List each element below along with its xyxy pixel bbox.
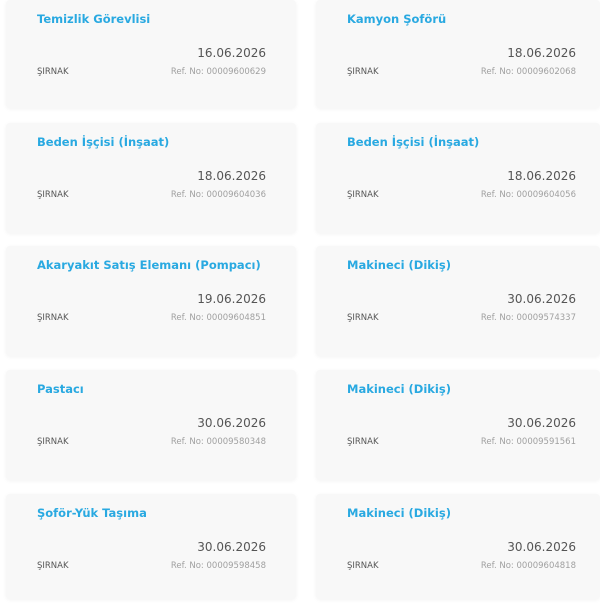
job-city: ŞIRNAK — [37, 313, 69, 323]
job-date: 30.06.2026 — [507, 292, 576, 306]
job-card[interactable] — [6, 0, 296, 108]
job-card[interactable] — [316, 246, 600, 356]
job-city: ŞIRNAK — [37, 67, 69, 77]
job-ref-number: Ref. No: 00009604036 — [170, 190, 266, 200]
job-ref-number: Ref. No: 00009574337 — [480, 313, 576, 323]
job-date: 18.06.2026 — [197, 169, 266, 183]
job-title-link[interactable]: Temizlik Görevlisi — [37, 12, 151, 26]
job-city: ŞIRNAK — [347, 437, 379, 447]
job-ref-number: Ref. No: 00009604851 — [170, 313, 266, 323]
job-card[interactable] — [6, 246, 296, 356]
job-card[interactable] — [6, 370, 296, 480]
job-card[interactable] — [6, 494, 296, 599]
job-date: 19.06.2026 — [197, 292, 266, 306]
job-date: 16.06.2026 — [197, 46, 266, 60]
job-date: 30.06.2026 — [197, 540, 266, 554]
job-city: ŞIRNAK — [347, 190, 379, 200]
job-title-link[interactable]: Akaryakıt Satış Elemanı (Pompacı) — [37, 258, 261, 272]
job-date: 18.06.2026 — [507, 46, 576, 60]
job-ref-number: Ref. No: 00009604818 — [480, 561, 576, 571]
job-ref-number: Ref. No: 00009602068 — [480, 67, 576, 77]
job-title-link[interactable]: Beden İşçisi (İnşaat) — [347, 135, 480, 149]
job-ref-number: Ref. No: 00009600629 — [170, 67, 266, 77]
job-ref-number: Ref. No: 00009604056 — [480, 190, 576, 200]
job-card[interactable] — [316, 494, 600, 599]
job-title-link[interactable]: Pastacı — [37, 382, 84, 396]
job-card[interactable] — [316, 370, 600, 480]
job-city: ŞIRNAK — [37, 437, 69, 447]
job-date: 30.06.2026 — [507, 540, 576, 554]
job-ref-number: Ref. No: 00009598458 — [170, 561, 266, 571]
job-city: ŞIRNAK — [347, 67, 379, 77]
job-title-link[interactable]: Makineci (Dikiş) — [347, 258, 451, 272]
job-title-link[interactable]: Beden İşçisi (İnşaat) — [37, 135, 170, 149]
job-date: 30.06.2026 — [197, 416, 266, 430]
job-card[interactable] — [316, 123, 600, 233]
job-date: 30.06.2026 — [507, 416, 576, 430]
job-city: ŞIRNAK — [37, 561, 69, 571]
job-card[interactable] — [6, 123, 296, 233]
job-title-link[interactable]: Şoför-Yük Taşıma — [37, 506, 147, 520]
job-city: ŞIRNAK — [347, 313, 379, 323]
job-title-link[interactable]: Makineci (Dikiş) — [347, 382, 451, 396]
job-ref-number: Ref. No: 00009591561 — [480, 437, 576, 447]
job-city: ŞIRNAK — [37, 190, 69, 200]
job-title-link[interactable]: Kamyon Şoförü — [347, 12, 447, 26]
job-ref-number: Ref. No: 00009580348 — [170, 437, 266, 447]
job-date: 18.06.2026 — [507, 169, 576, 183]
job-title-link[interactable]: Makineci (Dikiş) — [347, 506, 451, 520]
job-city: ŞIRNAK — [347, 561, 379, 571]
job-card[interactable] — [316, 0, 600, 108]
